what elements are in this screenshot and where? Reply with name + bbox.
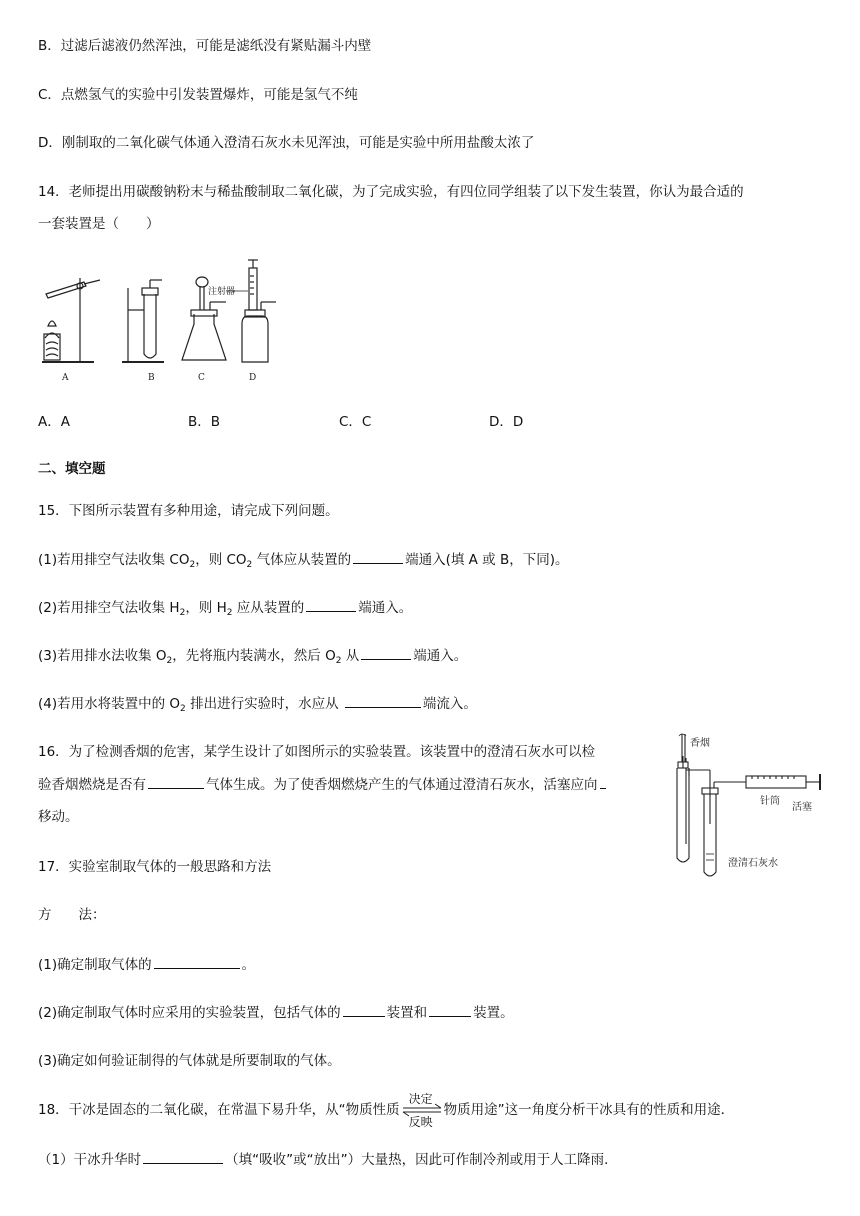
q16-line3: 移动。 bbox=[38, 809, 79, 825]
q13-option-b: B．过滤后滤液仍然浑浊，可能是滤纸没有紧贴漏斗内壁 bbox=[38, 38, 372, 54]
q14-apparatus-figure bbox=[36, 258, 286, 388]
answer-blank[interactable] bbox=[343, 1002, 385, 1017]
q16-apparatus-figure bbox=[670, 732, 830, 886]
section-heading: 二、填空题 bbox=[38, 461, 106, 477]
fig-label-b: B bbox=[148, 373, 155, 383]
q16-line1: 16．为了检测香烟的危害，某学生设计了如图所示的实验装置。该装置中的澄清石灰水可以检 bbox=[38, 744, 596, 760]
q14-option-b[interactable]: B．B bbox=[188, 414, 221, 430]
q17-part3: (3)确定如何验证制得的气体就是所要制取的气体。 bbox=[38, 1053, 341, 1069]
answer-blank[interactable] bbox=[143, 1149, 223, 1164]
fig-label-d: D bbox=[249, 373, 257, 383]
limewater-label: 澄清石灰水 bbox=[728, 858, 778, 869]
cigarette-label: 香烟 bbox=[690, 738, 710, 749]
q15-part3: (3)若用排水法收集 $O_2$，先将瓶内装满水，然后 $O_2$ 从 端通入。 bbox=[38, 645, 467, 671]
q16-line2: 验香烟燃烧是否有 气体生成。为了使香烟燃烧产生的气体通过澄清石灰水，活塞应向 bbox=[38, 774, 608, 795]
answer-blank[interactable] bbox=[429, 1002, 471, 1017]
syringe-barrel-label: 针筒 bbox=[760, 796, 780, 807]
q14-option-d[interactable]: D．D bbox=[489, 414, 524, 430]
answer-blank[interactable] bbox=[600, 774, 606, 789]
q14-stem-line1: 14．老师提出用碳酸钠粉末与稀盐酸制取二氧化碳，为了完成实验，有四位同学组装了以下发生装置，你认为最合适的 bbox=[38, 184, 744, 200]
answer-blank[interactable] bbox=[353, 549, 403, 564]
answer-blank[interactable] bbox=[361, 645, 411, 660]
q14-stem-line2: 一套装置是（ ） bbox=[38, 216, 160, 232]
q15-part2: (2)若用排空气法收集 $H_2$，则 $H_2$ 应从装置的 端通入。 bbox=[38, 597, 412, 623]
answer-blank[interactable] bbox=[345, 693, 421, 708]
q18-part1: （1）干冰升华时 （填“吸收”或“放出”）大量热，因此可作制冷剂或用于人工降雨． bbox=[38, 1149, 618, 1170]
syringe-label: 注射器 bbox=[208, 287, 236, 297]
apparatus-b bbox=[122, 280, 164, 362]
apparatus-a bbox=[42, 278, 100, 362]
q15-part4: (4)若用水将装置中的 $O_2$ 排出进行实验时，水应从 端流入。 bbox=[38, 693, 477, 719]
fig-label-c: C bbox=[198, 373, 205, 383]
q17-stem: 17．实验室制取气体的一般思路和方法 bbox=[38, 859, 272, 875]
q17-method: 方 法： bbox=[38, 907, 106, 923]
answer-blank[interactable] bbox=[306, 597, 356, 612]
q15-part1: (1)若用排空气法收集 $CO_2$，则 $CO_2$ 气体应从装置的 端通入(填 A 或 B，下同)。 bbox=[38, 549, 568, 575]
q17-part1: (1)确定制取气体的 。 bbox=[38, 954, 255, 975]
piston-label: 活塞 bbox=[792, 802, 812, 813]
q17-part2: (2)确定制取气体时应采用的实验装置，包括气体的 装置和 装置。 bbox=[38, 1002, 514, 1023]
q14-option-c[interactable]: C．C bbox=[339, 414, 372, 430]
q18-stem: 18．干冰是固态的二氧化碳，在常温下易升华，从“物质性质 决定 反映 物质用途”这一角度分析干冰具有的性质和用途． bbox=[38, 1092, 735, 1129]
q13-option-d: D．刚制取的二氧化碳气体通入澄清石灰水未见浑浊，可能是实验中所用盐酸太浓了 bbox=[38, 135, 535, 151]
apparatus-d bbox=[226, 260, 276, 362]
q15-stem: 15．下图所示装置有多种用途，请完成下列问题。 bbox=[38, 503, 339, 519]
q14-option-a[interactable]: A．A bbox=[38, 414, 70, 430]
fig-label-a: A bbox=[62, 373, 69, 383]
q13-option-c: C．点燃氢气的实验中引发装置爆炸，可能是氢气不纯 bbox=[38, 87, 358, 103]
answer-blank[interactable] bbox=[154, 954, 240, 969]
answer-blank[interactable] bbox=[148, 774, 204, 789]
decide-reflect-arrow: 决定 反映 bbox=[401, 1100, 443, 1120]
